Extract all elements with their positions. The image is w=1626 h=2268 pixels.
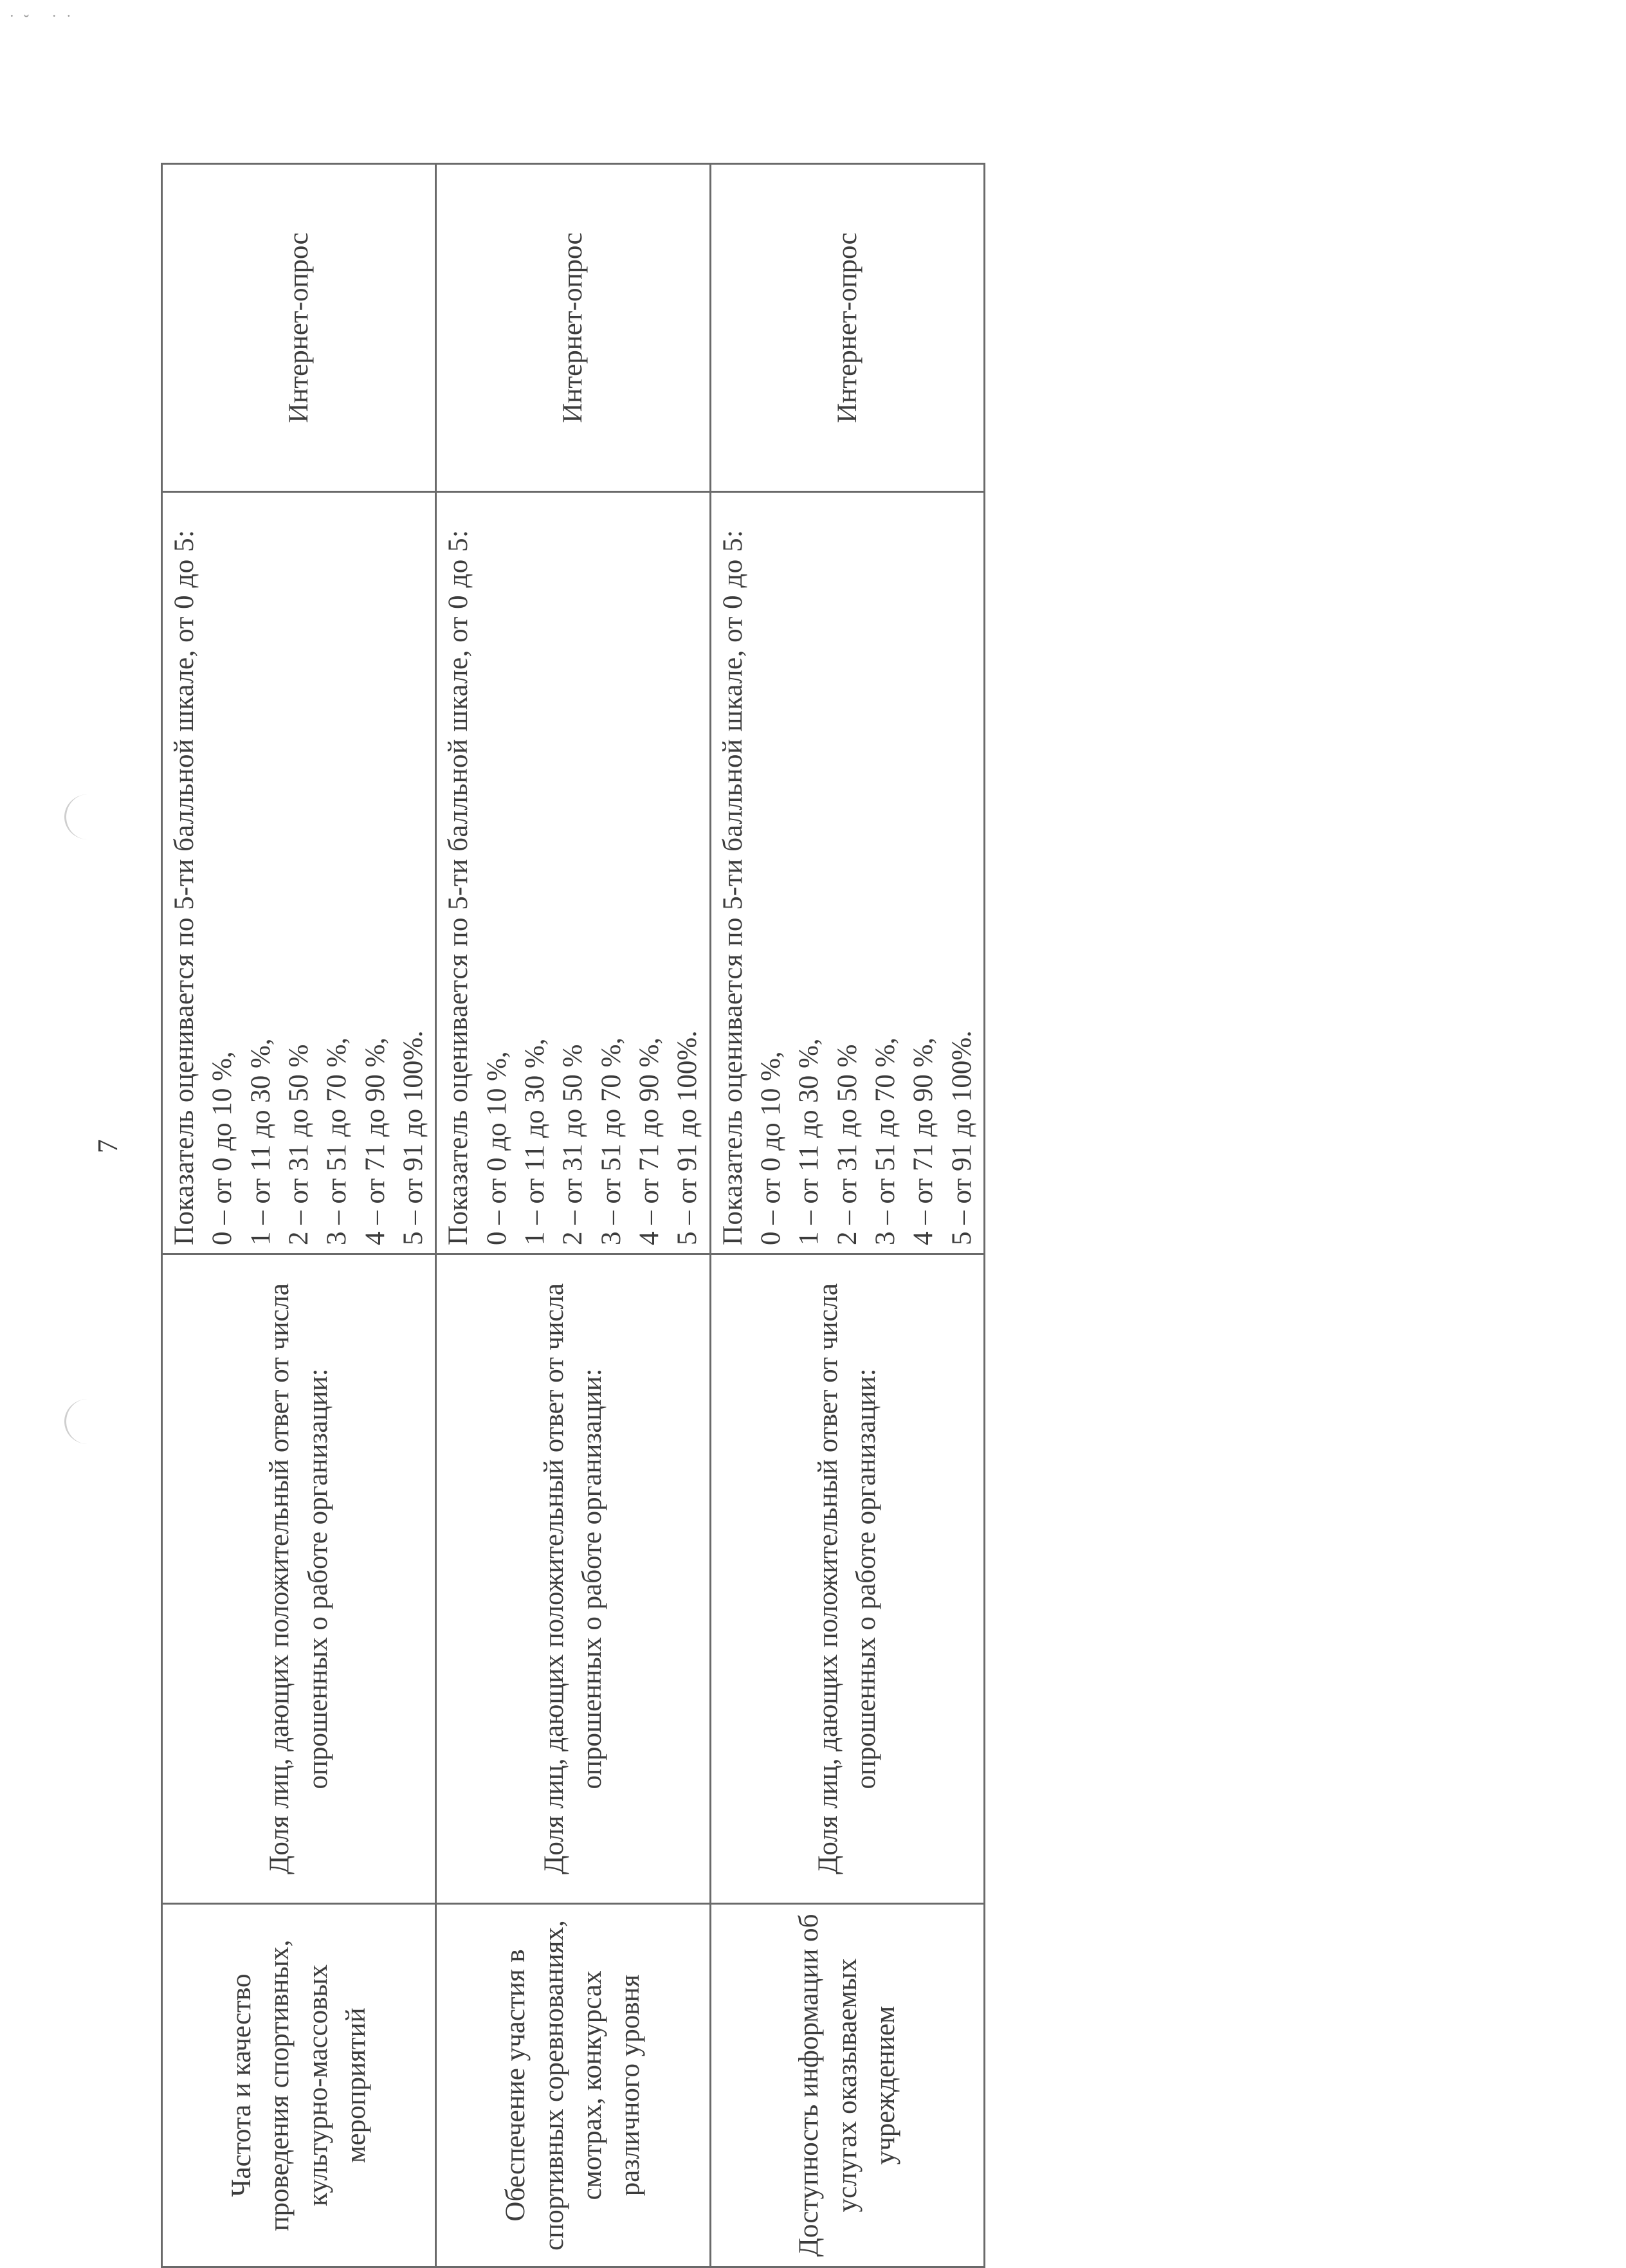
scale-cell	[436, 492, 710, 1254]
criterion-cell: Обеспечение участия в спортивных соревнованиях, смотрах, конкурсах различного уровня	[436, 1904, 710, 2267]
metric-cell: Доля лиц, дающих положительный ответ от числа опрошенных о работе организации:	[436, 1254, 710, 1904]
table-row	[436, 164, 710, 2267]
punch-hole-lower	[64, 1399, 111, 1444]
scale-item: 4 – от 71 до 90 %,	[360, 1037, 390, 1245]
scale-cell	[162, 492, 436, 1254]
scale-item: 1 – от 11 до 30 %,	[794, 1038, 825, 1245]
scan-specks: ˙˘ ˙˙	[9, 12, 81, 30]
scale-item: 3 – от 51 до 70 %,	[322, 1037, 352, 1245]
scale-heading: Показатель оценивается по 5-ти балльной шкале, от 0 до 5:	[443, 529, 474, 1245]
scale-item: 2 – от 31 до 50 %	[283, 1044, 314, 1245]
scale-heading: Показатель оценивается по 5-ти балльной шкале, от 0 до 5:	[169, 529, 199, 1245]
scale-item: 5 – от 91 до 100%.	[672, 1030, 703, 1245]
table-row	[710, 164, 984, 2267]
page-number: 7	[92, 1139, 123, 1153]
method-cell: Интернет-опрос	[162, 164, 436, 492]
scale-item: 1 – от 11 до 30 %,	[519, 1038, 550, 1245]
scale-item: 0 – от 0 до 10 %,	[207, 1051, 238, 1245]
scale-item: 4 – от 71 до 90 %,	[634, 1037, 664, 1245]
scale-heading: Показатель оценивается по 5-ти балльной шкале, от 0 до 5:	[717, 529, 748, 1245]
metric-cell: Доля лиц, дающих положительный ответ от числа опрошенных о работе организации:	[162, 1254, 436, 1904]
method-cell: Интернет-опрос	[436, 164, 710, 492]
scale-item: 2 – от 31 до 50 %	[832, 1044, 863, 1245]
table-row	[162, 164, 436, 2267]
punch-hole-upper	[64, 794, 111, 839]
criterion-cell: Доступность информации об услугах оказываемых учреждением	[710, 1904, 984, 2267]
assessment-table	[161, 163, 985, 2268]
scale-item: 3 – от 51 до 70 %,	[870, 1037, 900, 1245]
scale-item: 4 – от 71 до 90 %,	[908, 1037, 939, 1245]
scale-item: 2 – от 31 до 50 %	[558, 1044, 589, 1245]
criterion-cell: Частота и качество проведения спортивных, культурно-массовых мероприятий	[162, 1904, 436, 2267]
scale-item: 1 – от 11 до 30 %,	[245, 1038, 276, 1245]
metric-cell: Доля лиц, дающих положительный ответ от числа опрошенных о работе организации:	[710, 1254, 984, 1904]
scale-item: 5 – от 91 до 100%.	[946, 1030, 977, 1245]
rotated-table-area	[161, 165, 977, 2268]
scale-item: 0 – от 0 до 10 %,	[481, 1051, 512, 1245]
method-cell: Интернет-опрос	[710, 164, 984, 492]
scale-item: 5 – от 91 до 100%.	[397, 1030, 428, 1245]
scale-cell	[710, 492, 984, 1254]
scale-item: 0 – от 0 до 10 %,	[755, 1051, 786, 1245]
scale-item: 3 – от 51 до 70 %,	[596, 1037, 626, 1245]
